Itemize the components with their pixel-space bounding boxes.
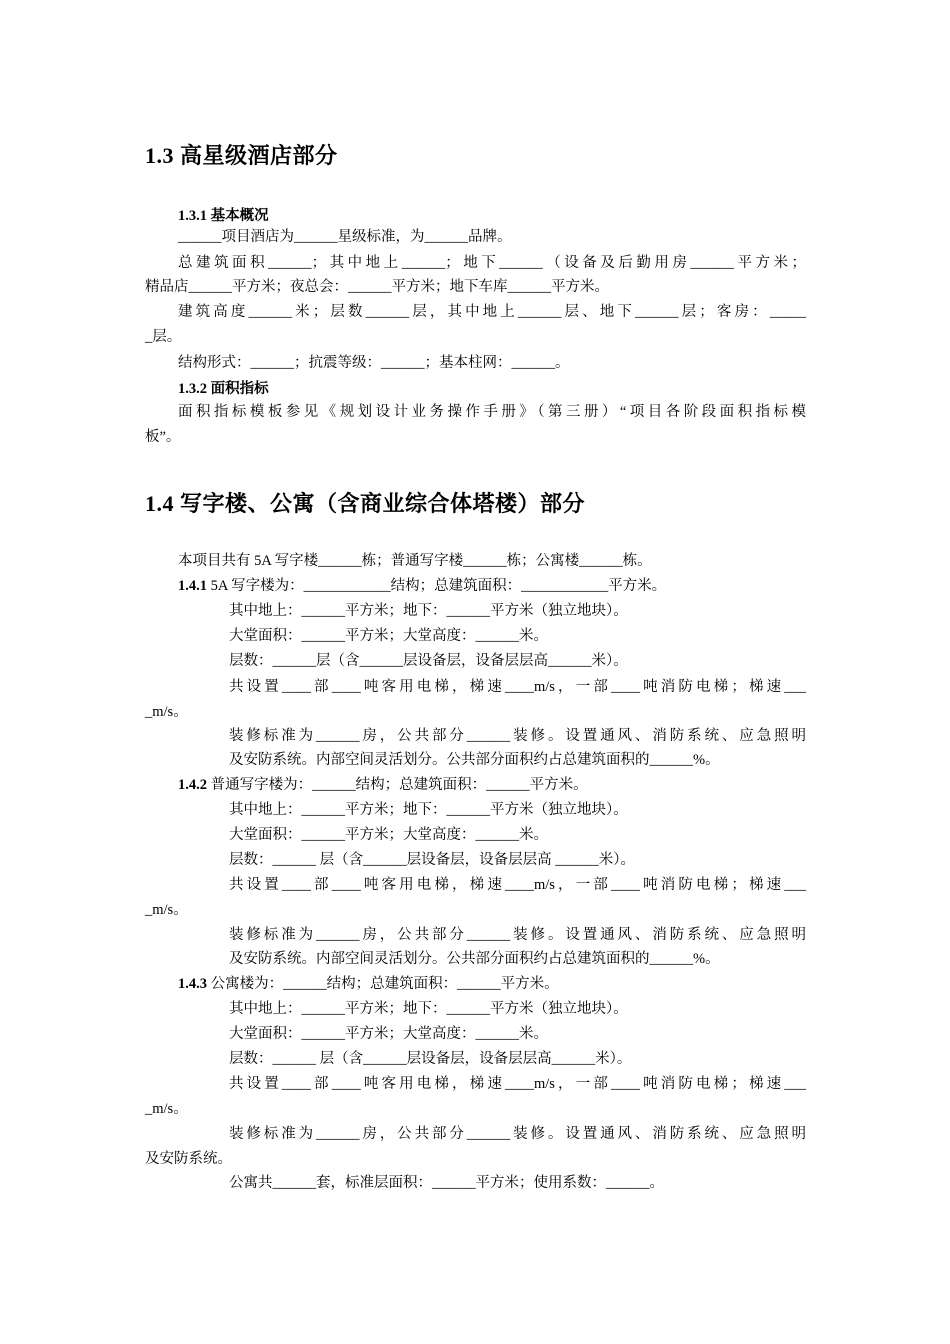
subsection-line-1-4-2	[178, 775, 588, 795]
paragraph-line: 大堂面积：______平方米；大堂高度：______米。	[229, 628, 548, 644]
paragraph-line: 其中地上：______平方米；地下：______平方米（独立地块）。	[229, 603, 628, 619]
paragraph-line: 其中地上：______平方米；地下：______平方米（独立地块）。	[229, 802, 628, 818]
paragraph-line: 精品店______平方米；夜总会：______平方米；地下车库______平方米。	[145, 279, 609, 295]
paragraph-line: 结构形式：______；抗震等级：______；基本柱网：______。	[178, 355, 570, 371]
subsection-heading-1-3-1: 1.3.1 基本概况	[178, 208, 269, 224]
subsection-number: 1.4.1	[178, 578, 207, 594]
paragraph-line: 大堂面积：______平方米；大堂高度：______米。	[229, 1026, 548, 1042]
subsection-title: 5A 写字楼为：____________结构；总建筑面积：____________平方米。	[207, 578, 667, 594]
subsection-heading-1-3-2: 1.3.2 面积指标	[178, 381, 269, 397]
paragraph-line: 共设置____部____吨客用电梯，梯速____m/s，一部____吨消防电梯；梯速___	[229, 1076, 806, 1092]
subsection-line-1-4-1	[178, 576, 666, 596]
paragraph-line: 面积指标模板参见《规划设计业务操作手册》（第三册）“项目各阶段面积指标模	[178, 404, 806, 420]
paragraph-line: 板”。	[145, 429, 181, 445]
subsection-number: 1.4.2	[178, 777, 207, 793]
subsection-title: 公寓楼为：______结构；总建筑面积：______平方米。	[207, 976, 559, 992]
paragraph-line: 及安防系统。内部空间灵活划分。公共部分面积约占总建筑面积的______%。	[229, 752, 720, 768]
paragraph-line: _m/s。	[145, 1101, 188, 1117]
paragraph-line: 层数：______ 层（含______层设备层，设备层层高______米）。	[229, 1051, 632, 1067]
paragraph-line: 装修标准为______房，公共部分______装修。设置通风、消防系统、应急照明	[229, 728, 806, 744]
section-heading-1-3: 1.3 高星级酒店部分	[145, 143, 338, 168]
paragraph-line: 本项目共有 5A 写字楼______栋；普通写字楼______栋；公寓楼______栋。	[178, 553, 652, 569]
paragraph-line: 及安防系统。内部空间灵活划分。公共部分面积约占总建筑面积的______%。	[229, 951, 720, 967]
paragraph-line: 及安防系统。	[145, 1151, 232, 1167]
subsection-line-1-4-3	[178, 974, 559, 994]
paragraph-line: 层数：______层（含______层设备层，设备层层高______米）。	[229, 653, 628, 669]
paragraph-line: 装修标准为______房，公共部分______装修。设置通风、消防系统、应急照明	[229, 1126, 806, 1142]
paragraph-line: ______项目酒店为______星级标准，为______品牌。	[178, 229, 512, 245]
paragraph-line: 层数：______ 层（含______层设备层，设备层层高 ______米）。	[229, 852, 635, 868]
paragraph-line: _m/s。	[145, 902, 188, 918]
paragraph-line: 其中地上：______平方米；地下：______平方米（独立地块）。	[229, 1001, 628, 1017]
subsection-number: 1.4.3	[178, 976, 207, 992]
paragraph-line: 大堂面积：______平方米；大堂高度：______米。	[229, 827, 548, 843]
paragraph-line: 公寓共______套，标准层面积：______平方米；使用系数：______。	[229, 1175, 664, 1191]
paragraph-line: 装修标准为______房，公共部分______装修。设置通风、消防系统、应急照明	[229, 927, 806, 943]
paragraph-line: _层。	[145, 329, 182, 345]
paragraph-line: 共设置____部____吨客用电梯，梯速____m/s，一部____吨消防电梯；梯速___	[229, 679, 806, 695]
paragraph-line: 建筑高度______米；层数______层，其中地上______层、地下______层；客房：_____	[178, 304, 806, 320]
section-heading-1-4: 1.4 写字楼、公寓（含商业综合体塔楼）部分	[145, 491, 586, 516]
paragraph-line: 总建筑面积______；其中地上______；地下______（设备及后勤用房______平方米；	[178, 255, 806, 271]
paragraph-line: 共设置____部____吨客用电梯，梯速____m/s，一部____吨消防电梯；梯速___	[229, 877, 806, 893]
paragraph-line: _m/s。	[145, 704, 188, 720]
subsection-title: 普通写字楼为：______结构；总建筑面积：______平方米。	[207, 777, 588, 793]
